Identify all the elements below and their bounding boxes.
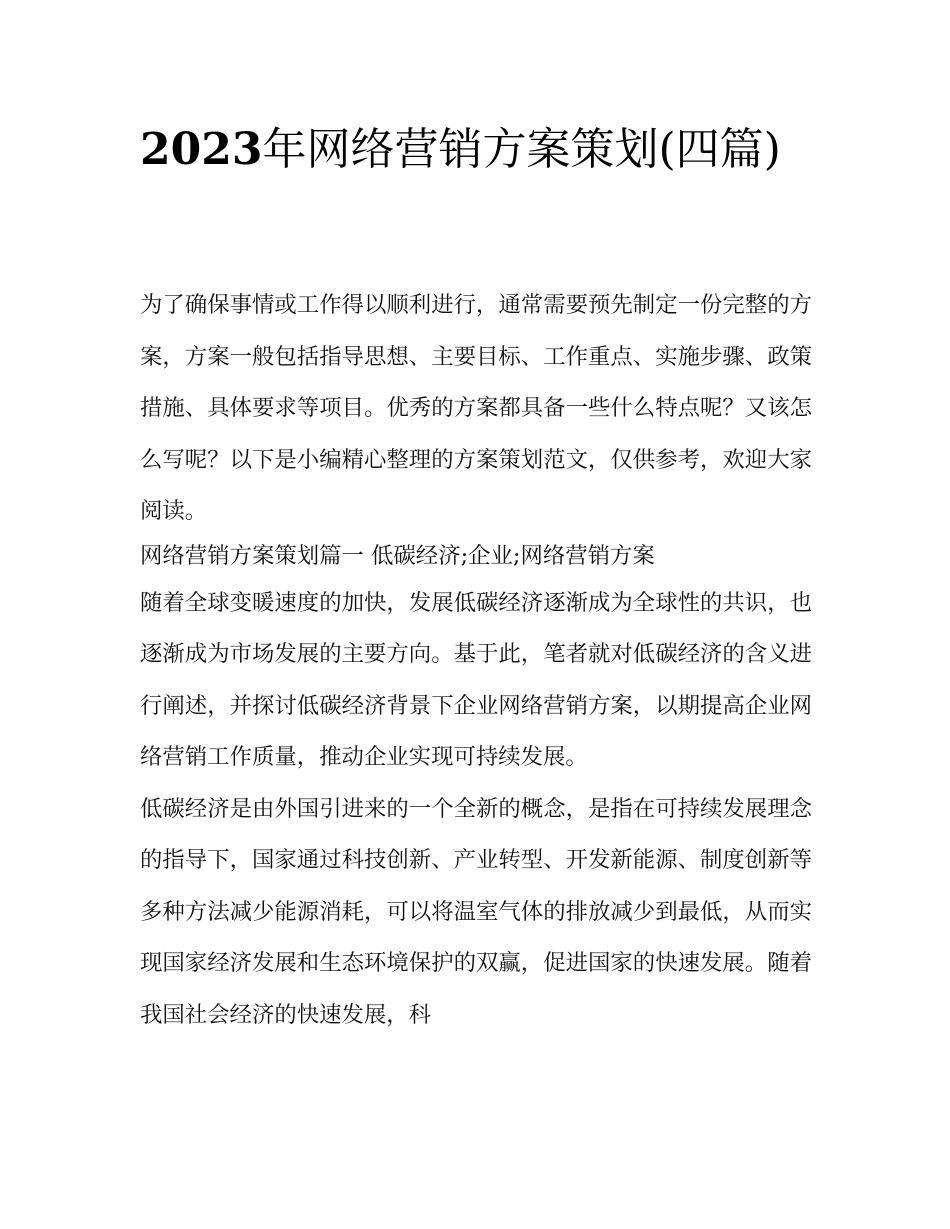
section-heading: 网络营销方案策划篇一 低碳经济;企业;网络营销方案 [140,542,655,569]
intro-paragraph: 为了确保事情或工作得以顺利进行，通常需要预先制定一份完整的方案，方案一般包括指导思想、主要目标、工作重点、实施步骤、政策措施、具体要求等项目。优秀的方案都具备一些什么特点呢？又该怎么写呢？以下是小编精心整理的方案策划范文，仅供参考，欢迎大家阅读。 [140,292,812,524]
body-paragraph: 随着全球变暖速度的加快，发展低碳经济逐渐成为全球性的共识，也逐渐成为市场发展的主要方向。基于此，笔者就对低碳经济的含义进行阐述，并探讨低碳经济背景下企业网络营销方案，以期提高企业网络营销工作质量，推动企业实现可持续发展。 [140,589,812,770]
document-title [140,112,820,188]
title-text: 年网络营销方案策划(四篇) [262,124,781,175]
document-body [140,280,812,1041]
title-year: 2023 [140,124,263,175]
body-paragraph: 低碳经济是由外国引进来的一个全新的概念，是指在可持续发展理念的指导下，国家通过科技创新、产业转型、开发新能源、制度创新等多种方法减少能源消耗，可以将温室气体的排放减少到最低，从而实现国家经济发展和生态环境保护的双赢，促进国家的快速发展。随着我国社会经济的快速发展，科 [140,795,812,1028]
